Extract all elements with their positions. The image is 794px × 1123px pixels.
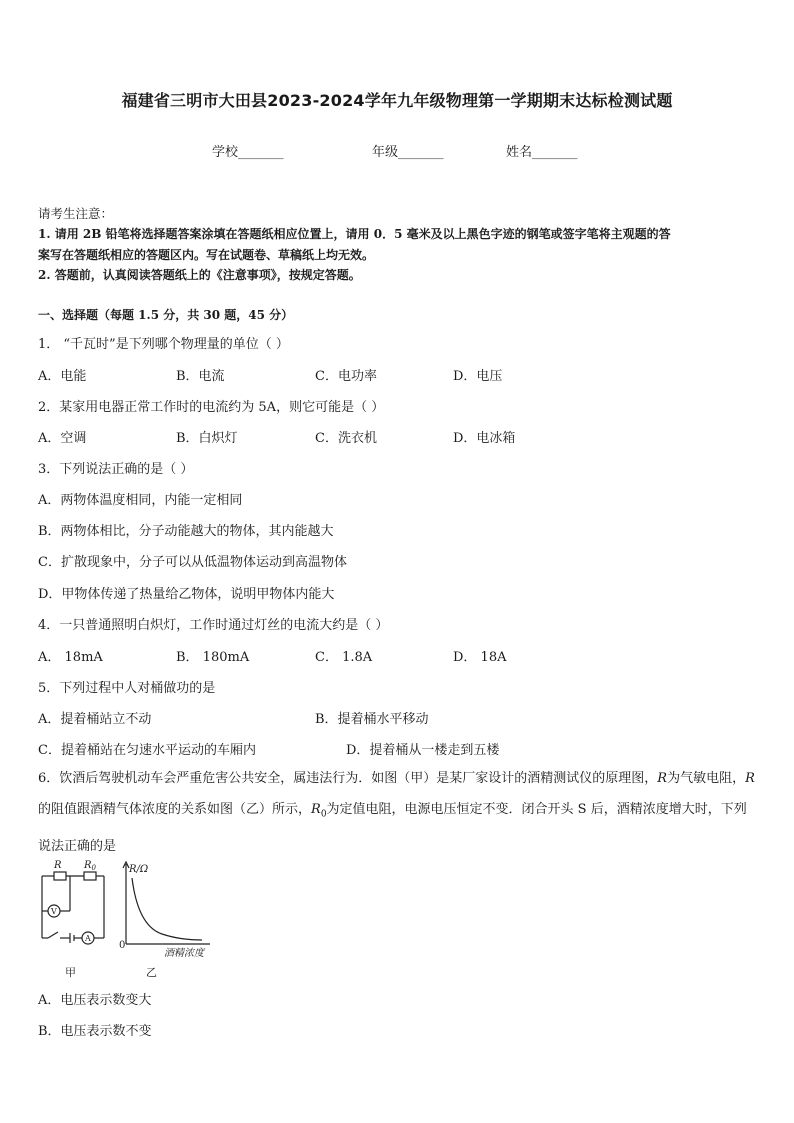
school-field bbox=[212, 141, 284, 160]
fig-r0-sub: 0 bbox=[91, 864, 96, 872]
school-label: 学校 bbox=[212, 145, 239, 160]
q6-option-a: A．电压表示数变大 bbox=[38, 993, 152, 1008]
q6-text-2: 为气敏电阻， bbox=[667, 771, 746, 786]
question-6-stem bbox=[38, 763, 758, 862]
q4-option-b: B． 180mA bbox=[176, 650, 250, 665]
q5-option-d: D．提着桶从一楼走到五楼 bbox=[346, 743, 500, 758]
fig-ammeter-label: A bbox=[85, 934, 91, 943]
fig-r-label: R bbox=[54, 860, 62, 871]
q4-option-d: D． 18A bbox=[453, 650, 507, 665]
name-label: 姓名 bbox=[506, 145, 533, 160]
fig-caption-jia: 甲 bbox=[65, 966, 76, 979]
question-3-stem: 3．下列说法正确的是（ ） bbox=[38, 462, 194, 477]
fixed-resistor-r0 bbox=[84, 872, 96, 880]
section-heading: 一、选择题（每题 1.5 分，共 30 题，45 分） bbox=[38, 308, 294, 322]
question-2-stem: 2．某家用电器正常工作时的电流约为 5A，则它可能是（ ） bbox=[38, 400, 385, 415]
fig-voltmeter-label: V bbox=[51, 907, 57, 916]
switch-icon bbox=[48, 932, 58, 938]
q2-option-b: B．白炽灯 bbox=[176, 431, 238, 446]
q3-option-a: A．两物体温度相同，内能一定相同 bbox=[38, 493, 243, 508]
q4-option-c: C． 1.8A bbox=[315, 650, 373, 665]
gas-resistor-r bbox=[54, 872, 66, 880]
school-blank: _______ bbox=[238, 145, 284, 160]
q6-figure bbox=[34, 856, 214, 980]
q5-option-a: A．提着桶站立不动 bbox=[38, 712, 152, 727]
q1-option-d: D．电压 bbox=[453, 369, 503, 384]
question-4-stem: 4．一只普通照明白炽灯，工作时通过灯丝的电流大约是（ ） bbox=[38, 618, 389, 633]
fig-caption-yi: 乙 bbox=[146, 966, 157, 979]
q3-option-d: D．甲物体传递了热量给乙物体，说明甲物体内能大 bbox=[38, 587, 335, 602]
q6-text-4: 为定值电阻，电源电压恒定不变．闭合开头 S 后，酒精浓度增大时，下列说法正确的是 bbox=[38, 802, 747, 854]
circuit-diagram bbox=[40, 872, 104, 944]
fig-r0-letter: R bbox=[84, 860, 92, 871]
grade-label: 年级 bbox=[372, 145, 399, 160]
question-5-stem: 5．下列过程中人对桶做功的是 bbox=[38, 681, 216, 696]
notice-heading: 请考生注意： bbox=[38, 206, 114, 221]
q2-option-c: C．洗衣机 bbox=[315, 431, 377, 446]
q6-r0-subscript: 0 bbox=[320, 809, 327, 820]
resistance-curve bbox=[132, 878, 202, 940]
name-blank: _______ bbox=[532, 145, 578, 160]
notice-line-1a: 1. 请用 2B 铅笔将选择题答案涂填在答题纸相应位置上，请用 0．5 毫米及以上黑色字迹的钢笔或签字笔将主观题的答 bbox=[38, 227, 671, 241]
notice-line-1b: 案写在答题纸相应的答题区内。写在试题卷、草稿纸上均无效。 bbox=[38, 248, 375, 262]
q6-text-3: 的阻值跟酒精气体浓度的关系如图（乙）所示， bbox=[38, 802, 312, 817]
question-1-stem: 1． “千瓦时”是下列哪个物理量的单位（ ） bbox=[38, 337, 289, 352]
q1-option-a: A．电能 bbox=[38, 369, 87, 384]
fig-r0-label bbox=[83, 860, 97, 872]
notice-line-2: 2. 答题前，认真阅读答题纸上的《注意事项》，按规定答题。 bbox=[38, 268, 361, 282]
q5-option-c: C．提着桶站在匀速水平运动的车厢内 bbox=[38, 743, 256, 758]
fig-x-axis-label: 酒精浓度 bbox=[164, 948, 204, 959]
q6-r0-symbol: R bbox=[311, 802, 321, 817]
q3-option-b: B．两物体相比，分子动能越大的物体，其内能越大 bbox=[38, 524, 334, 539]
q6-text-1: 6．饮酒后驾驶机动车会严重危害公共安全，属违法行为．如图（甲）是某厂家设计的酒精测试仪的原理图， bbox=[38, 771, 658, 786]
q3-option-c: C．扩散现象中，分子可以从低温物体运动到高温物体 bbox=[38, 555, 347, 570]
q5-option-b: B．提着桶水平移动 bbox=[315, 712, 429, 727]
q6-r-symbol: R bbox=[657, 771, 668, 786]
q2-option-a: A．空调 bbox=[38, 431, 87, 446]
q4-option-a: A． 18mA bbox=[38, 650, 103, 665]
q6-r-symbol-2: R bbox=[745, 771, 755, 786]
grade-blank: _______ bbox=[398, 145, 444, 160]
q2-option-d: D．电冰箱 bbox=[453, 431, 516, 446]
page-title: 福建省三明市大田县2023-2024学年九年级物理第一学期期末达标检测试题 bbox=[121, 91, 673, 110]
name-field bbox=[506, 141, 578, 160]
q6-option-b: B．电压表示数不变 bbox=[38, 1024, 152, 1039]
q1-option-b: B．电流 bbox=[176, 369, 225, 384]
fig-y-axis-label: R/Ω bbox=[129, 864, 149, 875]
grade-field bbox=[372, 141, 444, 160]
q1-option-c: C．电功率 bbox=[315, 369, 377, 384]
fig-origin-label: 0 bbox=[119, 940, 126, 951]
